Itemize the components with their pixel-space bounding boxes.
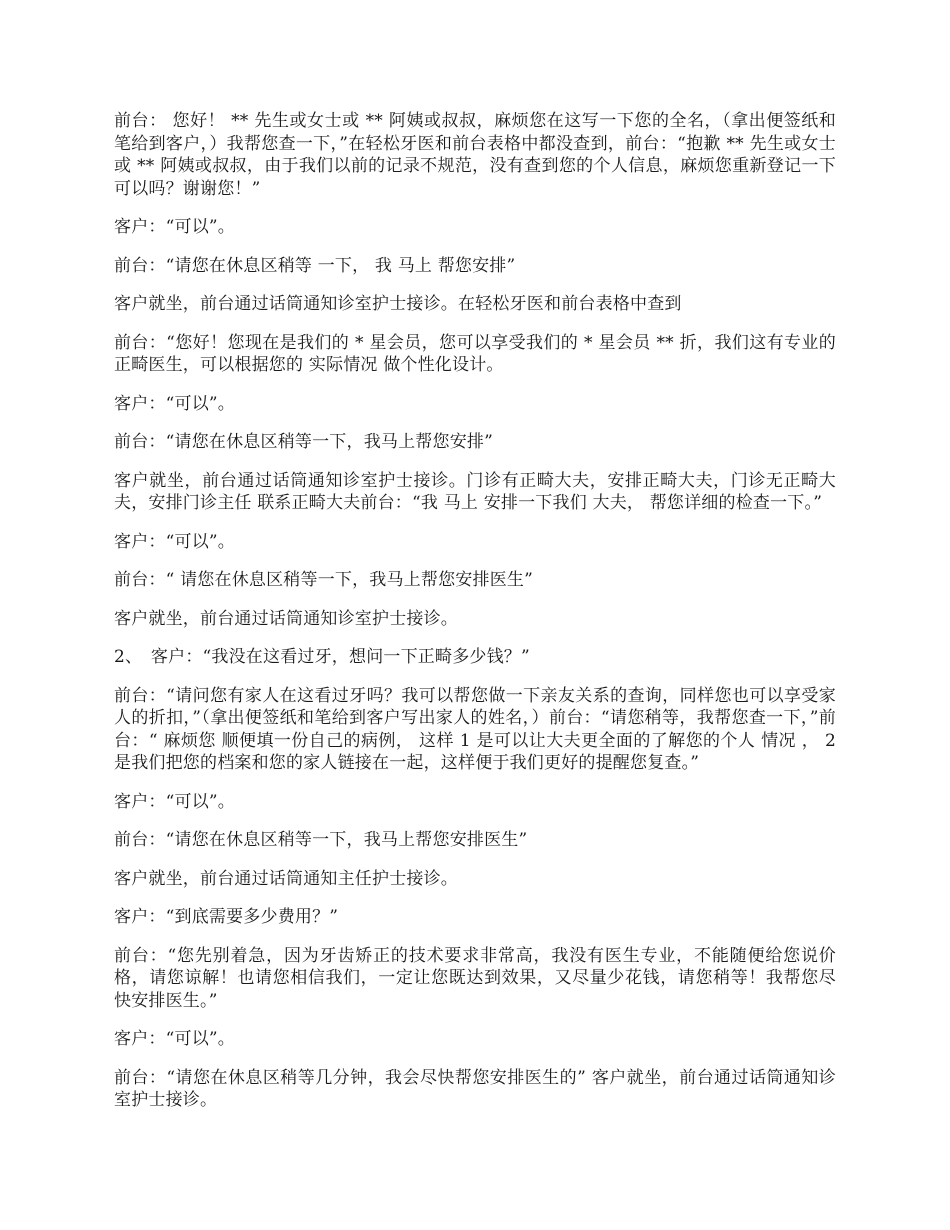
- paragraph: 客户就坐，前台通过话筒通知主任护士接诊。: [114, 868, 458, 889]
- document-body: [114, 110, 836, 1128]
- paragraph: 前台：“请您在休息区稍等一下，我马上帮您安排”: [114, 432, 493, 452]
- paragraph: 前台：“您好！您现在是我们的 * 星会员，您可以享受我们的 * 星会员 ** 折，我们这有专业的正畸医生，可以根据您的 实际情况 做个性化设计。: [114, 332, 836, 375]
- paragraph: 前台：“请您在休息区稍等 一下， 我 马上 帮您安排”: [114, 255, 516, 276]
- paragraph: 前台：“请问您有家人在这看过牙吗？我可以帮您做一下亲友关系的查询，同样您也可以享受家人的折扣，”（拿出便签纸和笔给到客户写出家人的姓名，）前台：“请您稍等，我帮您查一下，”前台：“ 麻烦您 顺便填一份自己的病例， 这样 1 是可以让大夫更全面的了解您的个人 情况 ， 2 是我们把您的档案和您的家人链接在一起，这样便于我们更好的提醒您复查。”: [114, 685, 836, 773]
- paragraph: 客户：“可以”。: [114, 1029, 235, 1049]
- paragraph: 客户就坐，前台通过话筒通知诊室护士接诊。: [114, 608, 458, 629]
- paragraph: 客户：“可以”。: [114, 791, 235, 812]
- paragraph: 客户就坐，前台通过话筒通知诊室护士接诊。在轻松牙医和前台表格中查到: [114, 294, 682, 314]
- paragraph: 前台：“ 请您在休息区稍等一下，我马上帮您安排医生”: [114, 570, 533, 590]
- paragraph: 2、 客户：“我没在这看过牙，想问一下正畸多少钱？”: [114, 647, 530, 667]
- paragraph: 客户：“到底需要多少费用？”: [114, 907, 339, 927]
- paragraph: 前台：“请您在休息区稍等一下，我马上帮您安排医生”: [114, 830, 528, 850]
- paragraph: 前台： 您好！ ** 先生或女士或 ** 阿姨或叔叔，麻烦您在这写一下您的全名，（拿出便签纸和笔给到客户，）我帮您查一下，”在轻松牙医和前台表格中都没查到，前台：“抱歉 ** 先生或女士或 ** 阿姨或叔叔，由于我们以前的记录不规范，没有查到您的个人信息，麻烦您重新登记一下可以吗？谢谢您！”: [114, 111, 836, 199]
- paragraph: 客户：“可以”。: [114, 217, 235, 237]
- paragraph: 客户就坐，前台通过话筒通知诊室护士接诊。门诊有正畸大夫，安排正畸大夫，门诊无正畸大夫，安排门诊主任 联系正畸大夫前台：“我 马上 安排一下我们 大夫， 帮您详细的检查一下。”: [114, 470, 836, 513]
- paragraph: 前台：“您先别着急，因为牙齿矫正的技术要求非常高，我没有医生专业，不能随便给您说价格，请您谅解！也请您相信我们，一定让您既达到效果，又尽量少花钱，请您稍等！我帮您尽快安排医生。”: [114, 945, 836, 1011]
- paragraph: 客户：“可以”。: [114, 531, 235, 552]
- paragraph: 前台：“请您在休息区稍等几分钟，我会尽快帮您安排医生的” 客户就坐，前台通过话筒通知诊室护士接诊。: [114, 1067, 836, 1110]
- paragraph: 客户：“可以”。: [114, 393, 235, 414]
